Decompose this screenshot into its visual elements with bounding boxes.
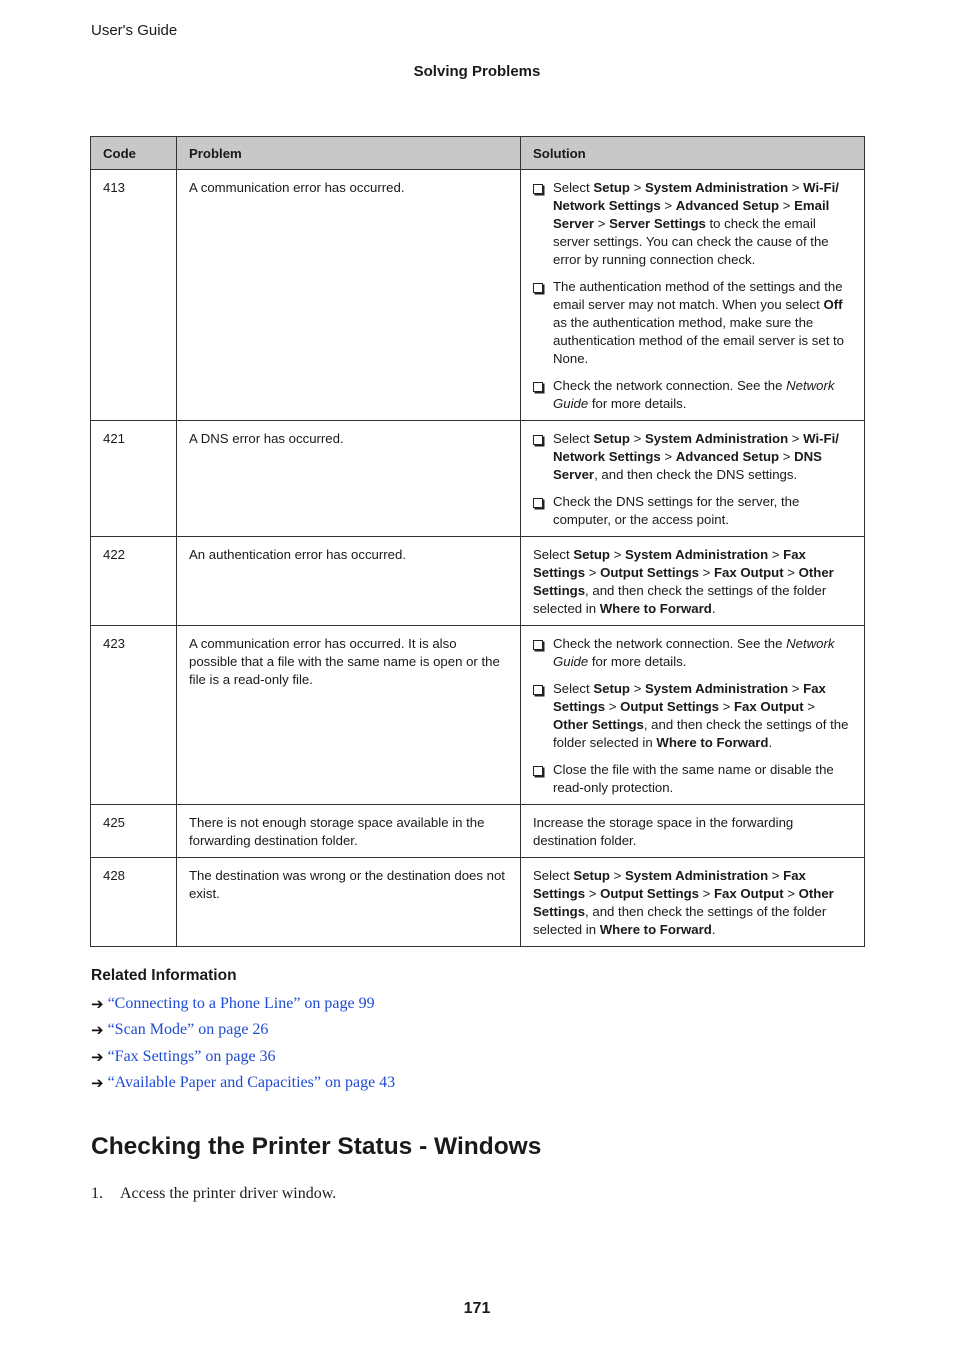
bold-term: Email Server [553, 198, 830, 231]
text-run: > [783, 565, 799, 580]
text-run: > [779, 449, 795, 464]
text-run: > [779, 198, 795, 213]
checkbox-bullet-icon [533, 382, 543, 392]
bold-term: System Administration [645, 180, 789, 195]
error-code-cell: 423 [91, 626, 177, 805]
checkbox-bullet-icon [533, 283, 543, 293]
text-run: Check the DNS settings for the server, the computer, or the access point. [553, 494, 800, 527]
error-code-cell: 425 [91, 805, 177, 858]
step-text: Access the printer driver window. [120, 1185, 337, 1202]
table-row [91, 170, 865, 421]
text-run: > [788, 681, 804, 696]
text-run: , and then check the settings of the folder selected in [553, 717, 849, 750]
related-links-list [91, 991, 395, 1096]
text-run: > [660, 198, 676, 213]
text-run: . [711, 922, 716, 937]
solution-cell [521, 170, 865, 421]
bold-term: Wi-Fi/ Network Settings [553, 431, 839, 464]
problem-cell: The destination was wrong or the destination does not exist. [177, 858, 521, 947]
error-code-cell: 413 [91, 170, 177, 421]
text-run: , and then check the settings of the folder selected in [533, 583, 827, 616]
bold-term: Where to Forward [599, 922, 712, 937]
text-run: > [783, 886, 799, 901]
solution-item [533, 278, 852, 368]
bold-term: Other Settings [553, 717, 644, 732]
bold-term: Fax Output [714, 565, 784, 580]
bold-term: Where to Forward [599, 601, 712, 616]
bold-term: Advanced Setup [675, 449, 780, 464]
text-run: > [609, 868, 625, 883]
table-body [91, 170, 865, 947]
bold-term: Fax Settings [533, 547, 806, 580]
problem-cell: A DNS error has occurred. [177, 421, 521, 537]
text-run: for more details. [588, 396, 687, 411]
text-run: > [768, 868, 784, 883]
problem-cell: There is not enough storage space available in the forwarding destination folder. [177, 805, 521, 858]
italic-term: Network Guide [553, 378, 835, 411]
text-run: . [711, 601, 716, 616]
checkbox-bullet-icon [533, 685, 543, 695]
related-link-text: “Scan Mode” on page 26 [107, 1021, 269, 1039]
solution-item [533, 635, 852, 671]
bold-term: Fax Output [734, 699, 804, 714]
related-information-title: Related Information [91, 967, 237, 984]
related-link-text: “Fax Settings” on page 36 [107, 1047, 276, 1065]
problem-cell: A communication error has occurred. It is also possible that a file with the same name is open or the file is a read-only file. [177, 626, 521, 805]
error-code-cell: 428 [91, 858, 177, 947]
text-run: > [629, 431, 645, 446]
table-row [91, 537, 865, 626]
solution-cell [521, 626, 865, 805]
text-run: Select [553, 180, 594, 195]
text-run: > [788, 180, 804, 195]
bold-term: Fax Output [714, 886, 784, 901]
right-arrow-icon: ➔ [91, 1021, 104, 1040]
bold-term: System Administration [625, 547, 769, 562]
bold-term: Setup [593, 180, 630, 195]
bold-term: Setup [593, 431, 630, 446]
problem-cell: A communication error has occurred. [177, 170, 521, 421]
right-arrow-icon: ➔ [91, 1074, 104, 1093]
table-row [91, 805, 865, 858]
solution-item [533, 430, 852, 484]
text-run: > [718, 699, 734, 714]
section-heading: Checking the Printer Status - Windows [91, 1133, 542, 1160]
solution-cell [521, 537, 865, 626]
text-run: > [629, 180, 645, 195]
checkbox-bullet-icon [533, 184, 543, 194]
bold-term: Setup [593, 681, 630, 696]
text-run: Select [533, 547, 574, 562]
related-link-text: “Connecting to a Phone Line” on page 99 [107, 995, 375, 1013]
text-run: > [660, 449, 676, 464]
text-run: > [594, 216, 610, 231]
text-run: > [803, 699, 815, 714]
bold-term: Output Settings [600, 565, 699, 580]
text-run: Select [553, 431, 594, 446]
text-run: > [609, 547, 625, 562]
text-run: > [698, 886, 714, 901]
bold-term: Fax Settings [553, 681, 826, 714]
text-run: as the authentication method, make sure the authentication method of the email server is set to None. [553, 315, 845, 366]
solution-item [533, 179, 852, 269]
text-run: > [585, 565, 601, 580]
solution-list [533, 179, 852, 413]
solution-cell [521, 805, 865, 858]
error-code-cell: 421 [91, 421, 177, 537]
solution-item [533, 761, 852, 797]
text-run: , and then check the DNS settings. [594, 467, 798, 482]
bold-term: System Administration [625, 868, 769, 883]
column-header-solution: Solution [521, 137, 865, 170]
related-link[interactable] [91, 991, 395, 1017]
related-link[interactable] [91, 1044, 395, 1070]
text-run: . [768, 735, 773, 750]
table-row [91, 858, 865, 947]
text-run: Increase the storage space in the forwarding destination folder. [533, 815, 794, 848]
text-run: > [605, 699, 621, 714]
header-section-title: Solving Problems [413, 63, 541, 80]
text-run: Check the network connection. See the [553, 378, 787, 393]
related-link[interactable] [91, 1070, 395, 1096]
step-item [91, 1185, 336, 1203]
checkbox-bullet-icon [533, 435, 543, 445]
text-run: Select [533, 868, 574, 883]
error-code-table [90, 136, 865, 947]
text-run: The authentication method of the settings and the email server may not match. When you select [553, 279, 843, 312]
bold-term: System Administration [645, 431, 789, 446]
bold-term: Other Settings [533, 886, 834, 919]
column-header-code: Code [91, 137, 177, 170]
checkbox-bullet-icon [533, 498, 543, 508]
text-run: > [788, 431, 804, 446]
bold-term: System Administration [645, 681, 789, 696]
bold-term: DNS Server [553, 449, 822, 482]
problem-cell: An authentication error has occurred. [177, 537, 521, 626]
related-information [91, 967, 395, 1096]
text-run: to check the email server settings. You can check the cause of the error by running connection check. [553, 216, 829, 267]
italic-term: Network Guide [553, 636, 835, 669]
solution-item [533, 680, 852, 752]
bold-term: Off [823, 297, 843, 312]
text-run: Close the file with the same name or disable the read-only protection. [553, 762, 834, 795]
table-row [91, 421, 865, 537]
error-code-cell: 422 [91, 537, 177, 626]
related-link-text: “Available Paper and Capacities” on page 43 [107, 1074, 396, 1092]
bold-term: Fax Settings [533, 868, 806, 901]
solution-item [533, 377, 852, 413]
step-number: 1. [91, 1185, 103, 1202]
table-row [91, 626, 865, 805]
bold-term: Wi-Fi/ Network Settings [553, 180, 839, 213]
page-number: 171 [463, 1300, 491, 1317]
text-run: > [768, 547, 784, 562]
solution-list [533, 430, 852, 529]
bold-term: Setup [573, 547, 610, 562]
checkbox-bullet-icon [533, 640, 543, 650]
text-run: , and then check the settings of the folder selected in [533, 904, 827, 937]
text-run: > [629, 681, 645, 696]
bold-term: Other Settings [533, 565, 834, 598]
bold-term: Server Settings [609, 216, 706, 231]
text-run: Select [553, 681, 594, 696]
text-run: for more details. [588, 654, 687, 669]
text-run: Check the network connection. See the [553, 636, 787, 651]
header-guide-title: User's Guide [91, 22, 178, 39]
column-header-problem: Problem [177, 137, 521, 170]
right-arrow-icon: ➔ [91, 995, 104, 1014]
bold-term: Advanced Setup [675, 198, 780, 213]
text-run: > [698, 565, 714, 580]
bold-term: Output Settings [620, 699, 719, 714]
solution-cell [521, 421, 865, 537]
checkbox-bullet-icon [533, 766, 543, 776]
text-run: > [585, 886, 601, 901]
bold-term: Output Settings [600, 886, 699, 901]
bold-term: Where to Forward [656, 735, 769, 750]
solution-list [533, 635, 852, 797]
right-arrow-icon: ➔ [91, 1047, 104, 1066]
solution-cell [521, 858, 865, 947]
bold-term: Setup [573, 868, 610, 883]
table-header-row [91, 137, 865, 170]
related-link[interactable] [91, 1017, 395, 1043]
solution-item [533, 493, 852, 529]
